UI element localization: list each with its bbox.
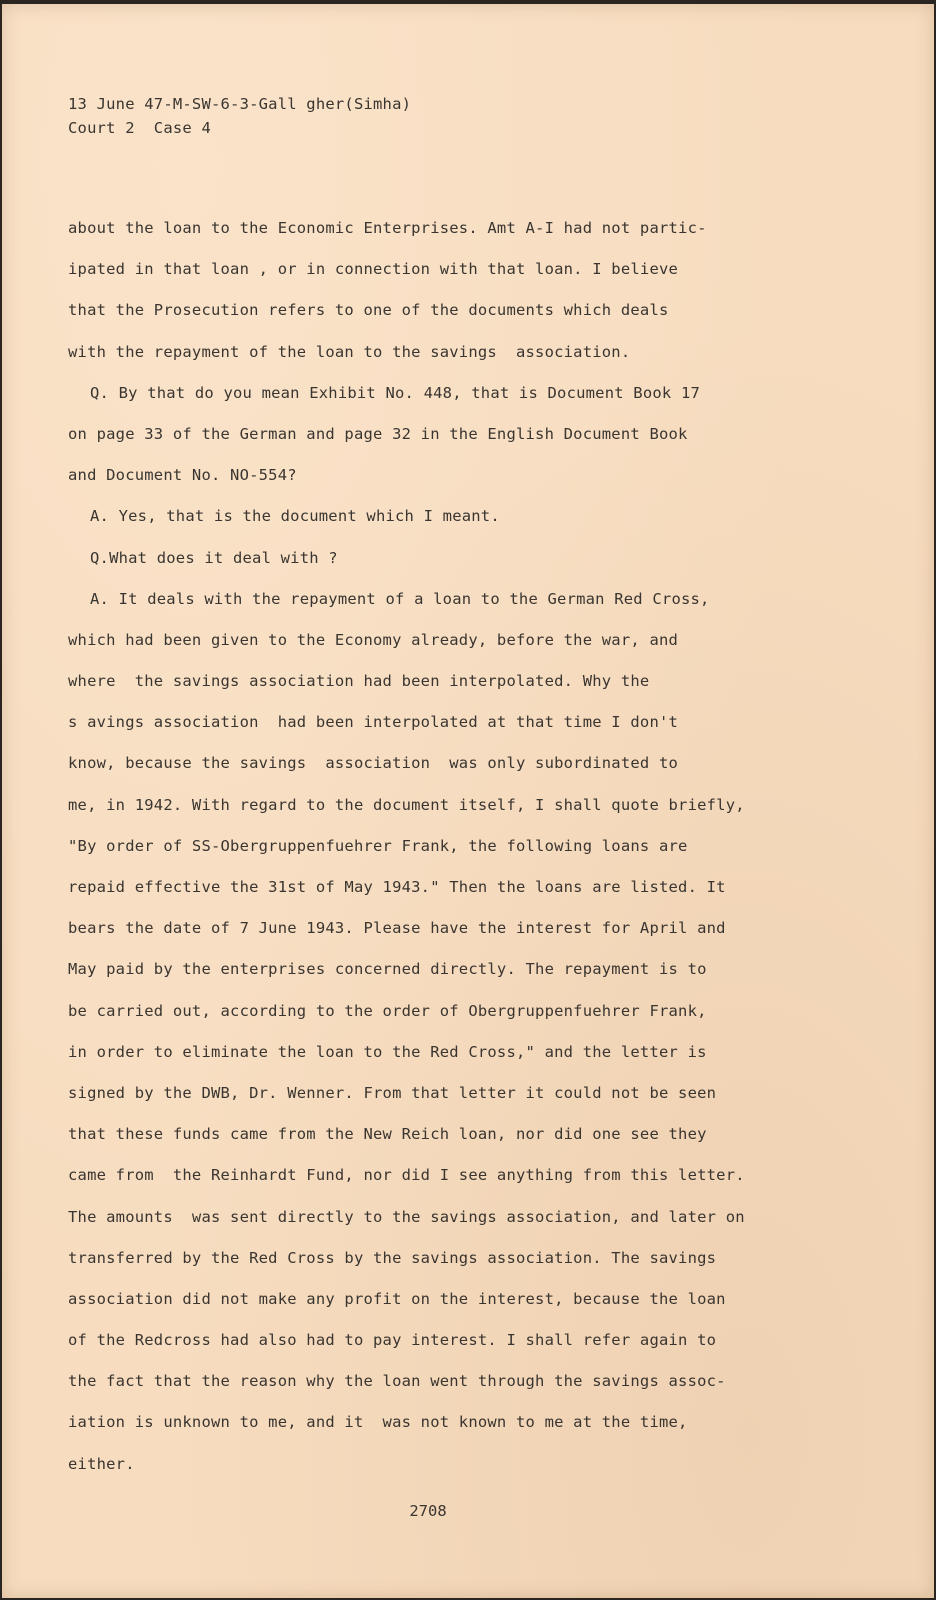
body-line: where the savings association had been interpolated. Why the [68, 672, 650, 691]
body-line: on page 33 of the German and page 32 in the English Document Book [68, 424, 688, 443]
body-line: the fact that the reason why the loan went through the savings assoc- [68, 1372, 726, 1391]
body-line: May paid by the enterprises concerned directly. The repayment is to [68, 960, 707, 979]
document-header [68, 92, 411, 140]
body-line: ipated in that loan , or in connection with that loan. I believe [68, 260, 679, 279]
body-line: that the Prosecution refers to one of the documents which deals [68, 301, 669, 320]
body-line: which had been given to the Economy already, before the war, and [68, 630, 679, 649]
body-line: me, in 1942. With regard to the document itself, I shall quote briefly, [68, 795, 745, 814]
question-line: Q.What does it deal with ? [90, 548, 338, 567]
answer-line: A. Yes, that is the document which I meant. [90, 507, 500, 526]
body-line: came from the Reinhardt Fund, nor did I see anything from this letter. [68, 1166, 745, 1185]
question-line: Q. By that do you mean Exhibit No. 448, that is Document Book 17 [90, 383, 701, 402]
body-line: about the loan to the Economic Enterprises. Amt A-I had not partic- [68, 219, 707, 237]
body-line: of the Redcross had also had to pay interest. I shall refer again to [68, 1331, 717, 1350]
body-line: "By order of SS-Obergruppenfuehrer Frank, the following loans are [68, 836, 688, 855]
body-line: either. [68, 1454, 135, 1473]
body-line: s avings association had been interpolated at that time I don't [68, 713, 679, 732]
body-line: transferred by the Red Cross by the savings association. The savings [68, 1248, 717, 1267]
body-line: signed by the DWB, Dr. Wenner. From that letter it could not be seen [68, 1083, 717, 1102]
page-number: 2708 [409, 1502, 447, 1520]
header-line-court-case: Court 2 Case 4 [68, 119, 211, 137]
document-body [68, 208, 808, 1485]
body-line: iation is unknown to me, and it was not known to me at the time, [68, 1413, 688, 1432]
body-line: The amounts was sent directly to the savings association, and later on [68, 1207, 745, 1226]
body-line: that these funds came from the New Reich loan, nor did one see they [68, 1125, 707, 1144]
body-line: in order to eliminate the loan to the Red Cross," and the letter is [68, 1042, 707, 1061]
header-line-date-reference: 13 June 47-M-SW-6-3-Gall gher(Simha) [68, 95, 412, 113]
document-page [2, 4, 934, 1598]
body-line: know, because the savings association was only subordinated to [68, 754, 679, 773]
body-line: and Document No. NO-554? [68, 466, 297, 485]
answer-line: A. It deals with the repayment of a loan to the German Red Cross, [90, 589, 710, 608]
body-line: bears the date of 7 June 1943. Please have the interest for April and [68, 919, 726, 938]
body-line: repaid effective the 31st of May 1943." Then the loans are listed. It [68, 878, 726, 896]
body-line: with the repayment of the loan to the savings association. [68, 342, 631, 361]
body-line: association did not make any profit on the interest, because the loan [68, 1289, 726, 1308]
body-line: be carried out, according to the order of Obergruppenfuehrer Frank, [68, 1001, 707, 1020]
